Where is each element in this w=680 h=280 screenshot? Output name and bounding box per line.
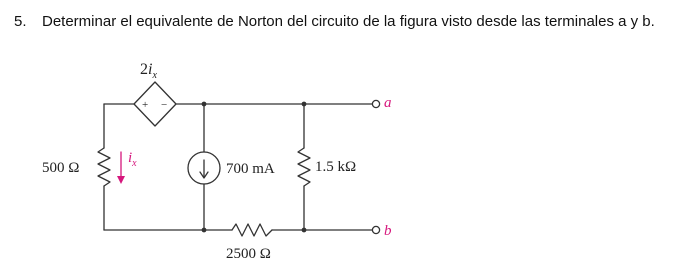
resistor-500-label: 500 Ω [42,160,80,176]
ix-label-subscript: x [132,158,137,169]
terminal-a-circle[interactable] [372,100,379,107]
dependent-source-variable: i [148,61,153,78]
terminal-b-circle[interactable] [372,226,379,233]
problem-number: 5. [14,13,27,30]
dependent-source-diamond [134,82,176,126]
problem-text: Determinar el equivalente de Norton del circuito de la figura visto desde las terminales a y b. [42,13,655,30]
dependent-source-minus: − [161,99,168,111]
dependent-source-label [140,61,157,81]
junction-dot [302,102,307,107]
terminal-b-label: b [384,223,392,239]
resistor-2500-label: 2500 Ω [226,246,271,262]
dependent-source-plus: + [142,99,149,111]
ix-label [128,150,137,169]
current-source-label: 700 mA [226,161,275,177]
resistor-2500-zigzag [232,224,272,236]
dependent-source-subscript: x [152,70,157,81]
junction-dot [202,102,207,107]
ix-label-variable: i [128,150,133,166]
resistor-500-zigzag [98,148,110,186]
ix-arrow-head [117,176,125,184]
terminal-a-label: a [384,95,392,111]
dependent-source-coefficient: 2 [140,61,148,78]
resistor-1500-label: 1.5 kΩ [315,159,357,175]
junction-dot [302,228,307,233]
junction-dot [202,228,207,233]
resistor-1500-zigzag [298,148,310,186]
